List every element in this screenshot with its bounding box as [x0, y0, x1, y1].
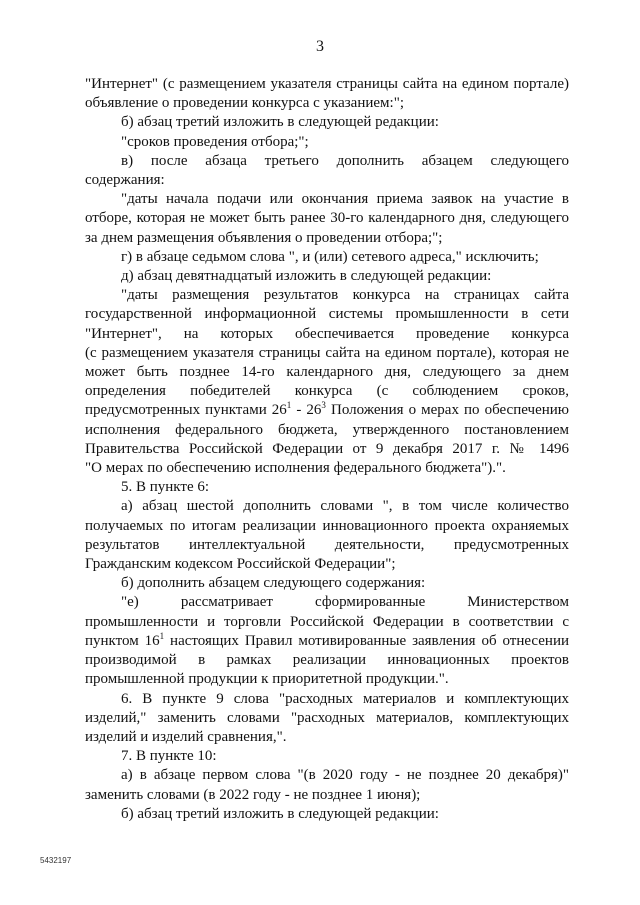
paragraph-line: получаемых по итогам реализации инновационного проекта охраняемых — [85, 517, 569, 534]
paragraph-line: государственной информационной системы промышленности в сети — [85, 306, 569, 323]
page-number: 3 — [316, 38, 324, 55]
paragraph-line: д) абзац девятнадцатый изложить в следующей редакции: — [121, 268, 492, 285]
paragraph-line: "е) рассматривает сформированные Министерством — [121, 594, 569, 611]
paragraph-line: производимой в рамках реализации инновационных проектов — [85, 652, 569, 669]
paragraph-line: определения победителей конкурса (с соблюдением сроков, — [85, 383, 569, 400]
paragraph-line: а) абзац шестой дополнить словами ", в том числе количество — [121, 498, 569, 515]
paragraph-line: пунктом $16^1$ настоящих Правил мотивированные заявления об отнесении — [85, 630, 569, 649]
paragraph-line: изделий," заменить словами "расходных материалов, комплектующих — [85, 709, 569, 726]
paragraph-line: г) в абзаце седьмом слова ", и (или) сетевого адреса," исключить; — [121, 248, 539, 265]
paragraph-line: Правительства Российской Федерации от 9 декабря 2017 г. № 1496 — [85, 440, 569, 457]
paragraph-line: отборе, которая не может быть ранее 30-го календарного дня, следующего — [85, 210, 569, 227]
paragraph-line: содержания: — [85, 172, 165, 189]
paragraph-line: изделий и изделий сравнения,". — [85, 728, 287, 745]
paragraph-line: может быть позднее 14-го календарного дня, следующего за днем — [85, 364, 569, 381]
paragraph-line: "Интернет" (с размещением указателя страницы сайта на едином портале) — [85, 76, 569, 92]
paragraph-line: промышленности и торговли Российской Федерации в соответствии с — [85, 613, 569, 630]
document-body — [85, 75, 569, 824]
paragraph-line: 5. В пункте 6: — [121, 479, 210, 496]
paragraph-line: исполнения федерального бюджета, утвержденного постановлением — [85, 421, 569, 438]
paragraph-line: промышленной продукции к приоритетной продукции.". — [85, 671, 449, 688]
paragraph-line: б) абзац третий изложить в следующей редакции: — [121, 805, 439, 822]
paragraph-line: в) после абзаца третьего дополнить абзацем следующего — [121, 152, 569, 169]
paragraph-line: б) дополнить абзацем следующего содержания: — [121, 575, 426, 592]
paragraph-line: объявление о проведении конкурса с указанием:"; — [85, 95, 405, 112]
paragraph-line: "даты начала подачи или окончания приема заявок на участие в — [121, 191, 569, 208]
paragraph-line: Гражданским кодексом Российской Федерации"; — [85, 556, 396, 573]
paragraph-line: (с размещением указателя страницы сайта на едином портале), которая не — [85, 344, 569, 361]
paragraph-line: заменить словами (в 2022 году - не позднее 1 июня); — [85, 786, 421, 803]
paragraph-line: б) абзац третий изложить в следующей редакции: — [121, 114, 439, 131]
paragraph-line: а) в абзаце первом слова "(в 2020 году - не позднее 20 декабря)" — [121, 767, 569, 784]
paragraph-line: 6. В пункте 9 слова "расходных материалов и комплектующих — [121, 690, 569, 707]
paragraph-line: "Интернет", на которых обеспечивается проведение конкурса — [85, 325, 569, 342]
paragraph-line: предусмотренных пунктами $26^1 - 26^3$ Положения о мерах по обеспечению — [85, 400, 569, 419]
paragraph-line: результатов интеллектуальной деятельности, предусмотренных — [85, 536, 569, 553]
paragraph-line: за днем размещения объявления о проведении отбора;"; — [85, 229, 443, 246]
paragraph-line: "даты размещения результатов конкурса на страницах сайта — [121, 287, 569, 304]
paragraph-line: "сроков проведения отбора;"; — [121, 133, 309, 150]
paragraph-line: 7. В пункте 10: — [121, 748, 217, 765]
paragraph-line: "О мерах по обеспечению исполнения федерального бюджета").". — [85, 460, 506, 477]
document-id: 5432197 — [40, 856, 72, 865]
